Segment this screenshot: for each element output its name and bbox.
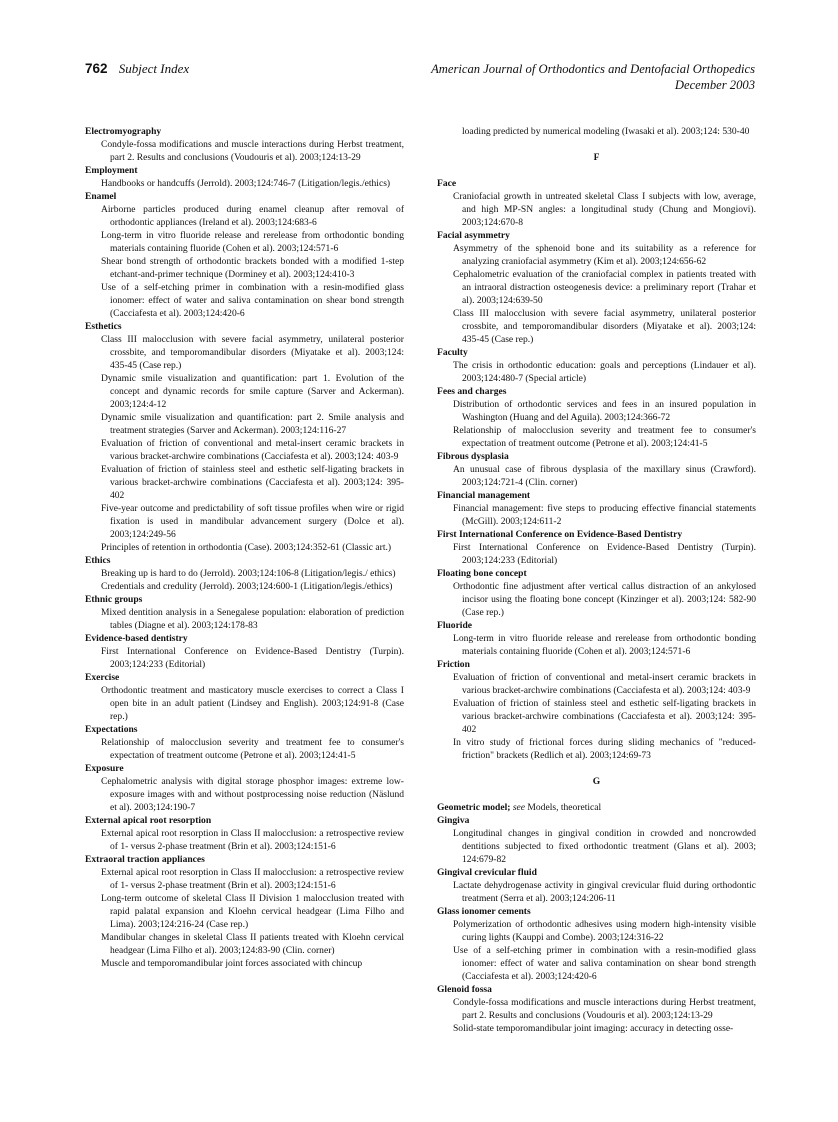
index-entry: Evaluation of friction of stainless steel and esthetic self-ligating brackets in various bracket-archwire combinations (Cacciafesta et al). 2003;124: 395-402 <box>453 698 756 735</box>
index-entry: An unusual case of fibrous dysplasia of the maxillary sinus (Crawford). 2003;124:721-4 (Clin. corner) <box>453 464 756 488</box>
index-entry: Use of a self-etching primer in combination with a resin-modified glass ionomer: effect of water and saliva contamination on shear bond strength (Cacciafesta et al). 2003;124:420-6 <box>453 945 756 982</box>
index-entry: External apical root resorption in Class II malocclusion: a retrospective review of 1- versus 2-phase treatment (Brin et al). 2003;124:151-6 <box>101 828 404 852</box>
index-heading: Enamel <box>85 191 117 202</box>
index-entry: Dynamic smile visualization and quantification: part 2. Smile analysis and treatment strategies (Sarver and Ackerman). 2003;124:116-27 <box>101 412 404 436</box>
index-entry: First International Conference on Evidence-Based Dentistry (Turpin). 2003;124:233 (Editorial) <box>453 542 756 566</box>
index-entry: Long-term in vitro fluoride release and rerelease from orthodontic bonding materials containing fluoride (Cohen et al). 2003;124:571-6 <box>101 230 404 254</box>
index-column-left <box>85 125 404 970</box>
index-entry: Airborne particles produced during enamel cleanup after removal of orthodontic appliances (Ireland et al). 2003;124:683-6 <box>101 204 404 228</box>
index-entry: Use of a self-etching primer in combination with a resin-modified glass ionomer: effect of water and saliva contamination on shear bond strength (Cacciafesta et al). 2003;124:420-6 <box>101 282 404 319</box>
index-heading: Glenoid fossa <box>437 984 492 995</box>
index-heading: Exposure <box>85 763 124 774</box>
index-entry: Cephalometric analysis with digital storage phosphor images: extreme low-exposure images with and without postprocessing noise reduction (Näslund et al). 2003;124:190-7 <box>101 776 404 813</box>
index-entry: Handbooks or handcuffs (Jerrold). 2003;124:746-7 (Litigation/legis./ethics) <box>101 178 391 189</box>
index-entry: Condyle-fossa modifications and muscle interactions during Herbst treatment, part 2. Results and conclusions (Voudouris et al). 2003;124:13-29 <box>453 997 756 1021</box>
index-entry: Asymmetry of the sphenoid bone and its suitability as a reference for analyzing craniofacial asymmetry (Kim et al). 2003;124:656-62 <box>453 243 756 267</box>
index-heading: Facial asymmetry <box>437 230 510 241</box>
index-entry: Condyle-fossa modifications and muscle interactions during Herbst treatment, part 2. Results and conclusions (Voudouris et al). 2003;124:13-29 <box>101 139 404 163</box>
index-heading: Friction <box>437 659 470 670</box>
index-entry: Relationship of malocclusion severity and treatment fee to consumer's expectation of treatment outcome (Petrone et al). 2003;124:41-5 <box>101 737 404 761</box>
index-entry: Cephalometric evaluation of the craniofacial complex in patients treated with an intraoral distraction osteogenesis device: a preliminary report (Trahar et al). 2003;124:639-50 <box>453 269 756 306</box>
page-number: 762 <box>85 61 108 76</box>
index-heading: Expectations <box>85 724 138 735</box>
index-entry: Solid-state temporomandibular joint imaging: accuracy in detecting osse- <box>453 1023 734 1034</box>
index-entry: Credentials and credulity (Jerrold). 2003;124:600-1 (Litigation/legis./ethics) <box>101 581 393 592</box>
index-heading: First International Conference on Evidence-Based Dentistry <box>437 529 683 540</box>
index-heading: Evidence-based dentistry <box>85 633 188 644</box>
running-header-left <box>85 61 189 77</box>
index-entry: Distribution of orthodontic services and fees in an insured population in Washington (Huang and del Aguila). 2003;124:366-72 <box>453 399 756 423</box>
index-heading: External apical root resorption <box>85 815 212 826</box>
index-entry: Mixed dentition analysis in a Senegalese population: elaboration of prediction tables (Diagne et al). 2003;124:178-83 <box>101 607 404 631</box>
index-heading: Face <box>437 178 457 189</box>
index-column-right <box>437 125 756 1035</box>
index-entry: Lactate dehydrogenase activity in gingival crevicular fluid during orthodontic treatment (Serra et al). 2003;124:206-11 <box>453 880 756 904</box>
index-entry: Orthodontic treatment and masticatory muscle exercises to correct a Class I open bite in an adult patient (Lindsey and English). 2003;124:91-8 (Case rep.) <box>101 685 404 722</box>
journal-title: American Journal of Orthodontics and Dentofacial Orthopedics <box>431 62 755 76</box>
index-heading: Faculty <box>437 347 468 358</box>
index-entry: Relationship of malocclusion severity and treatment fee to consumer's expectation of treatment outcome (Petrone et al). 2003;124:41-5 <box>453 425 756 449</box>
index-heading: Fibrous dysplasia <box>437 451 509 462</box>
index-heading: Fees and charges <box>437 386 507 397</box>
index-entry: Principles of retention in orthodontia (Case). 2003;124:352-61 (Classic art.) <box>101 542 392 553</box>
issue-date: December 2003 <box>674 78 755 92</box>
index-entry: First International Conference on Evidence-Based Dentistry (Turpin). 2003;124:233 (Editorial) <box>101 646 404 670</box>
index-entry-continuation: loading predicted by numerical modeling (Iwasaki et al). 2003;124: 530-40 <box>462 126 750 137</box>
index-entry: Long-term outcome of skeletal Class II Division 1 malocclusion treated with rapid palatal expansion and Kloehn cervical headgear (Lima Filho and Lima). 2003;124:216-24 (Case rep.) <box>101 893 404 930</box>
index-entry: The crisis in orthodontic education: goals and perceptions (Lindauer et al). 2003;124:480-7 (Special article) <box>453 360 756 384</box>
index-entry: Craniofacial growth in untreated skeletal Class I subjects with low, average, and high MP-SN angles: a longitudinal study (Chung and Mongiovi). 2003;124:670-8 <box>453 191 756 228</box>
index-heading: Gingival crevicular fluid <box>437 867 537 878</box>
index-entry: Financial management: five steps to producing effective financial statements (McGill). 2003;124:611-2 <box>453 503 756 527</box>
index-heading: Employment <box>85 165 138 176</box>
index-entry: Dynamic smile visualization and quantification: part 1. Evolution of the concept and dynamic records for smile capture (Sarver and Ackerman). 2003;124:4-12 <box>101 373 404 410</box>
index-entry: Class III malocclusion with severe facial asymmetry, unilateral posterior crossbite, and temporomandibular disorders (Miyatake et al). 2003;124: 435-45 (Case rep.) <box>453 308 756 345</box>
see-label: see <box>512 802 526 813</box>
index-heading: Gingiva <box>437 815 470 826</box>
index-entry: Polymerization of orthodontic adhesives using modern high-intensity visible curing lights (Kauppi and Combe). 2003;124:316-22 <box>453 919 756 943</box>
index-entry: In vitro study of frictional forces during sliding mechanics of "reduced-friction" brackets (Redlich et al). 2003;124:69-73 <box>453 737 756 761</box>
index-heading: Floating bone concept <box>437 568 527 579</box>
index-entry: Shear bond strength of orthodontic brackets bonded with a modified 1-step etchant-and-primer technique (Dorminey et al). 2003;124:410-3 <box>101 256 404 280</box>
index-entry: External apical root resorption in Class II malocclusion: a retrospective review of 1- versus 2-phase treatment (Brin et al). 2003;124:151-6 <box>101 867 404 891</box>
index-entry: Evaluation of friction of conventional and metal-insert ceramic brackets in various bracket-archwire combinations (Cacciafesta et al). 2003;124: 403-9 <box>101 438 404 462</box>
letter-divider: F <box>593 152 600 163</box>
index-entry: Five-year outcome and predictability of soft tissue profiles when wire or rigid fixation is used in mandibular advancement surgery (Dolce et al). 2003;124:249-56 <box>101 503 404 540</box>
section-title: Subject Index <box>118 61 190 76</box>
running-header-right <box>431 61 755 93</box>
index-cross-reference <box>437 801 756 814</box>
index-entry: Long-term in vitro fluoride release and rerelease from orthodontic bonding materials containing fluoride (Cohen et al). 2003;124:571-6 <box>453 633 756 657</box>
letter-divider: G <box>592 776 601 787</box>
index-entry: Mandibular changes in skeletal Class II patients treated with Kloehn cervical headgear (Lima Filho et al). 2003;124:83-90 (Clin. corner) <box>101 932 404 956</box>
index-entry: Breaking up is hard to do (Jerrold). 2003;124:106-8 (Litigation/legis./ ethics) <box>101 568 396 579</box>
index-heading: Financial management <box>437 490 531 501</box>
cross-reference-target: Models, theoretical <box>527 802 602 813</box>
index-heading: Ethics <box>85 555 111 566</box>
index-heading: Exercise <box>85 672 120 683</box>
index-heading: Glass ionomer cements <box>437 906 531 917</box>
index-term: Geometric model; <box>437 802 511 813</box>
index-entry: Longitudinal changes in gingival condition in crowded and noncrowded dentitions subjected to fixed orthodontic treatment (Glans et al). 2003; 124:679-82 <box>453 828 756 865</box>
index-entry: Orthodontic fine adjustment after vertical callus distraction of an ankylosed incisor using the floating bone concept (Kinzinger et al). 2003;124: 582-90 (Case rep.) <box>453 581 756 618</box>
index-entry: Muscle and temporomandibular joint forces associated with chincup <box>101 958 363 969</box>
index-heading: Fluoride <box>437 620 473 631</box>
index-heading: Electromyography <box>85 126 162 137</box>
index-heading: Ethnic groups <box>85 594 143 605</box>
index-entry: Class III malocclusion with severe facial asymmetry, unilateral posterior crossbite, and temporomandibular disorders (Miyatake et al). 2003;124: 435-45 (Case rep.) <box>101 334 404 371</box>
index-heading: Esthetics <box>85 321 122 332</box>
index-heading: Extraoral traction appliances <box>85 854 205 865</box>
index-entry: Evaluation of friction of conventional and metal-insert ceramic brackets in various bracket-archwire combinations (Cacciafesta et al). 2003;124: 403-9 <box>453 672 756 696</box>
index-entry: Evaluation of friction of stainless steel and esthetic self-ligating brackets in various bracket-archwire combinations (Cacciafesta et al). 2003;124: 395-402 <box>101 464 404 501</box>
